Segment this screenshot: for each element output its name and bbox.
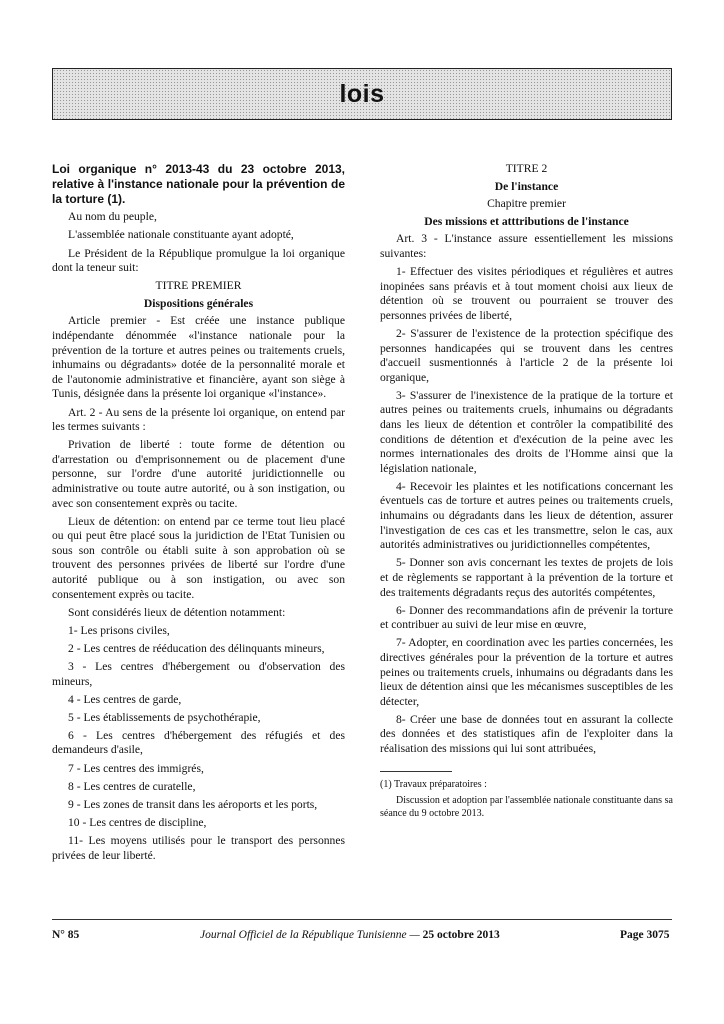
footnote-text: Discussion et adoption par l'assemblée nationale constituante dans sa séance du 9 octobre 2013. [380,795,673,820]
mission-item: 8- Créer une base de données tout en assurant la collecte des données et des statistiques afin de l'exploiter dans la réalisation des missions qui lui sont attribuées, [380,712,673,755]
article-paragraph: Lieux de détention: on entend par ce terme tout lieu placé ou qui peut être placé sous la juridiction de l'Etat Tunisien ou sous son contrôle ou établi suite à son approbation où se trouvent des personnes privées de liberté sur l'ordre d'une autorité publique ou à son instigation, ou avec son consentement exprès ou tacite. [52,514,345,601]
list-item: 10 - Les centres de discipline, [68,815,207,829]
article-paragraph: Art. 2 - Au sens de la présente loi organique, on entend par les termes suivants : [52,405,345,434]
footnote-divider [380,771,452,772]
page-number: Page 3075 [620,929,670,941]
list-item: 3 - Les centres d'hébergement ou d'observation des mineurs, [52,660,345,688]
footer-divider [52,919,672,920]
list-item: 7 - Les centres des immigrés, [68,761,204,775]
article-paragraph: Art. 3 - L'instance assure essentiellement les missions suivantes: [380,232,673,260]
list-item: 2 - Les centres de rééducation des délinquants mineurs, [68,641,325,655]
chapitre-subheading: Des missions et atttributions de l'instance [424,214,629,228]
chapitre-heading: Chapitre premier [487,197,566,211]
intro-paragraph: Au nom du peuple, [68,210,157,224]
mission-item: 4- Recevoir les plaintes et les notifications concernant les éventuels cas de torture et autres peines ou traitements cruels, inhumains ou dégradants dans les lieux de détention, assurer l'investigation de ces cas et les transmettre, selon le cas, aux autorités administratives ou juridictionnelles compétentes, [380,479,673,552]
journal-line [200,929,500,941]
titre-subheading: Dispositions générales [143,296,254,310]
titre-heading: TITRE 2 [505,162,548,175]
list-item: 5 - Les établissements de psychothérapie, [68,710,261,724]
mission-item: 1- Effectuer des visites périodiques et régulières et autres inopinées sans préavis et à tout moment choisi aux lieux de détention où se trouvent ou pourraient se trouver des personnes privées de liberté, [380,265,673,322]
mission-item: 5- Donner son avis concernant les textes de projets de lois et de règlements se rapportant à la prévention de la torture et des traitements dégradants reçus des autorités compétentes, [380,556,673,599]
article-paragraph: Article premier - Est créée une instance publique indépendante dénommée «l'instance nationale pour la prévention de la torture et autres peines ou traitements cruels, inhumains ou dégradants» dotée de la personnalité morale et de l'autonomie administrative et financière, ayant son siège à Tunis, désignée dans la présente loi organique «l'instance». [52,314,345,401]
left-column [52,160,345,867]
section-banner [52,68,672,120]
mission-item: 7- Adopter, en coordination avec les parties concernées, les directives générales pour la prévention de la torture et autres peines ou traitements cruels, inhumains ou dégradants dans les lieux de détention ainsi que les mécanismes susceptibles de les détecter, [380,636,673,708]
intro-paragraph: Le Président de la République promulgue la loi organique dont la teneur suit: [52,246,345,275]
intro-paragraph: L'assemblée nationale constituante ayant adopté, [68,228,294,242]
footnote-title: (1) Travaux préparatoires : [380,778,487,790]
mission-item: 3- S'assurer de l'inexistence de la pratique de la torture et autres peines ou traitements cruels, inhumains ou dégradants dans les lieux de détention et contrôler la compatibilité des conditions de détention et d'exécution de la peine avec les normes internationales des droits de l'Homme ainsi que la législation nationale, [380,388,673,475]
list-item: 8 - Les centres de curatelle, [68,779,196,793]
law-title: Loi organique n° 2013-43 du 23 octobre 2013, relative à l'instance nationale pour la prévention de la torture (1). [52,162,345,206]
list-item: 9 - Les zones de transit dans les aéroports et les ports, [68,797,318,811]
list-item: 6 - Les centres d'hébergement des réfugiés et des demandeurs d'asile, [52,728,345,757]
list-item: 4 - Les centres de garde, [68,692,182,706]
article-paragraph: Privation de liberté : toute forme de détention ou d'arrestation ou d'emprisonnement ou de placement d'une personne, sur l'ordre d'une autorité juridictionnelle ou administrative ou toute autre autorité, ou à son instigation, ou avec son consentement exprès ou tacite. [52,438,345,510]
mission-item: 2- S'assurer de l'existence de la protection spécifique des personnes handicapées qui se trouvent dans les centres d'accueil susmentionnés à l'article 2 de la présente loi organique, [380,326,673,384]
list-item: 1- Les prisons civiles, [68,623,170,637]
titre-heading: TITRE PREMIER [155,279,242,293]
article-paragraph: Sont considérés lieux de détention notamment: [68,605,286,619]
journal-name: Journal Officiel de la République Tunisienne — [200,929,420,941]
issue-number: N° 85 [52,929,80,941]
list-item: 11- Les moyens utilisés pour le transport des personnes privées de leur liberté. [52,833,345,862]
journal-date: 25 octobre 2013 [422,929,500,941]
right-column [380,160,673,824]
mission-item: 6- Donner des recommandations afin de prévenir la torture et contribuer au suivi de leur mise en œuvre, [380,603,673,632]
section-title: lois [339,79,385,108]
titre-subheading: De l'instance [494,179,559,193]
